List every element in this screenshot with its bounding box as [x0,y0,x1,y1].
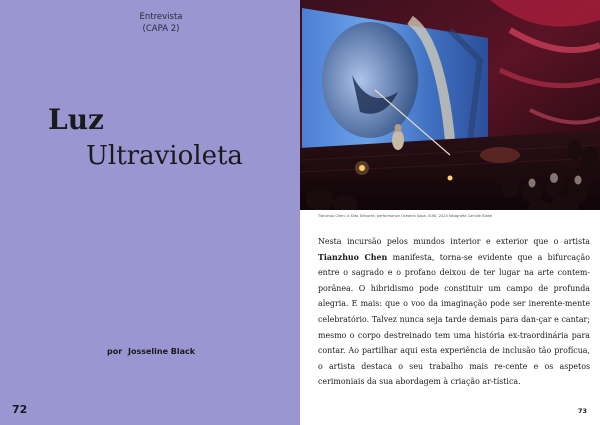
byline-prefix: por [107,347,123,356]
body-intro: Nesta incursão pelos mundos interior e exterior que o artista [318,237,590,246]
body-rest: manifesta, torna-se evidente que a bifurcação entre o sagrado e o profano deixou de ter lugar na arte contem-porânea. O hibridismo pode constituir um campo de profunda alegria. E mais: que o voo da imaginação pode ser inerente-mente celebratório. Talvez nunca seja tarde demais para dan-çar e cantar; mesmo o corpo destreinado tem uma história ex-traordinária para contar. Ao partilhar aqui esta experiência de inclusão tão profícua, o artista destaca o seu trabalho mais re-cente e os aspetos cerimoniais da sua abordagem à criação ar-tística. [318,252,590,387]
artist-name: Tianzhuo Chen [318,252,388,262]
byline [107,347,195,356]
title-line-2: Ultravioleta [86,141,243,171]
right-page [300,0,600,425]
page-number-left: 72 [12,403,28,416]
subsection-label: (CAPA 2) [142,24,180,34]
article-body [318,234,590,390]
byline-author: Josseline Black [127,347,196,356]
performance-photo [300,0,600,210]
photo-caption: Tianzhuo Chen: A Siita Eelyorte, performance Oceania Sopa, SUKI, 2024 fotografia Camille Blake [318,214,492,218]
performance-photo-graphic [300,0,600,210]
title-line-1: Luz [48,103,104,136]
page-number-right: 73 [578,407,588,415]
section-label: Entrevista [139,12,183,22]
